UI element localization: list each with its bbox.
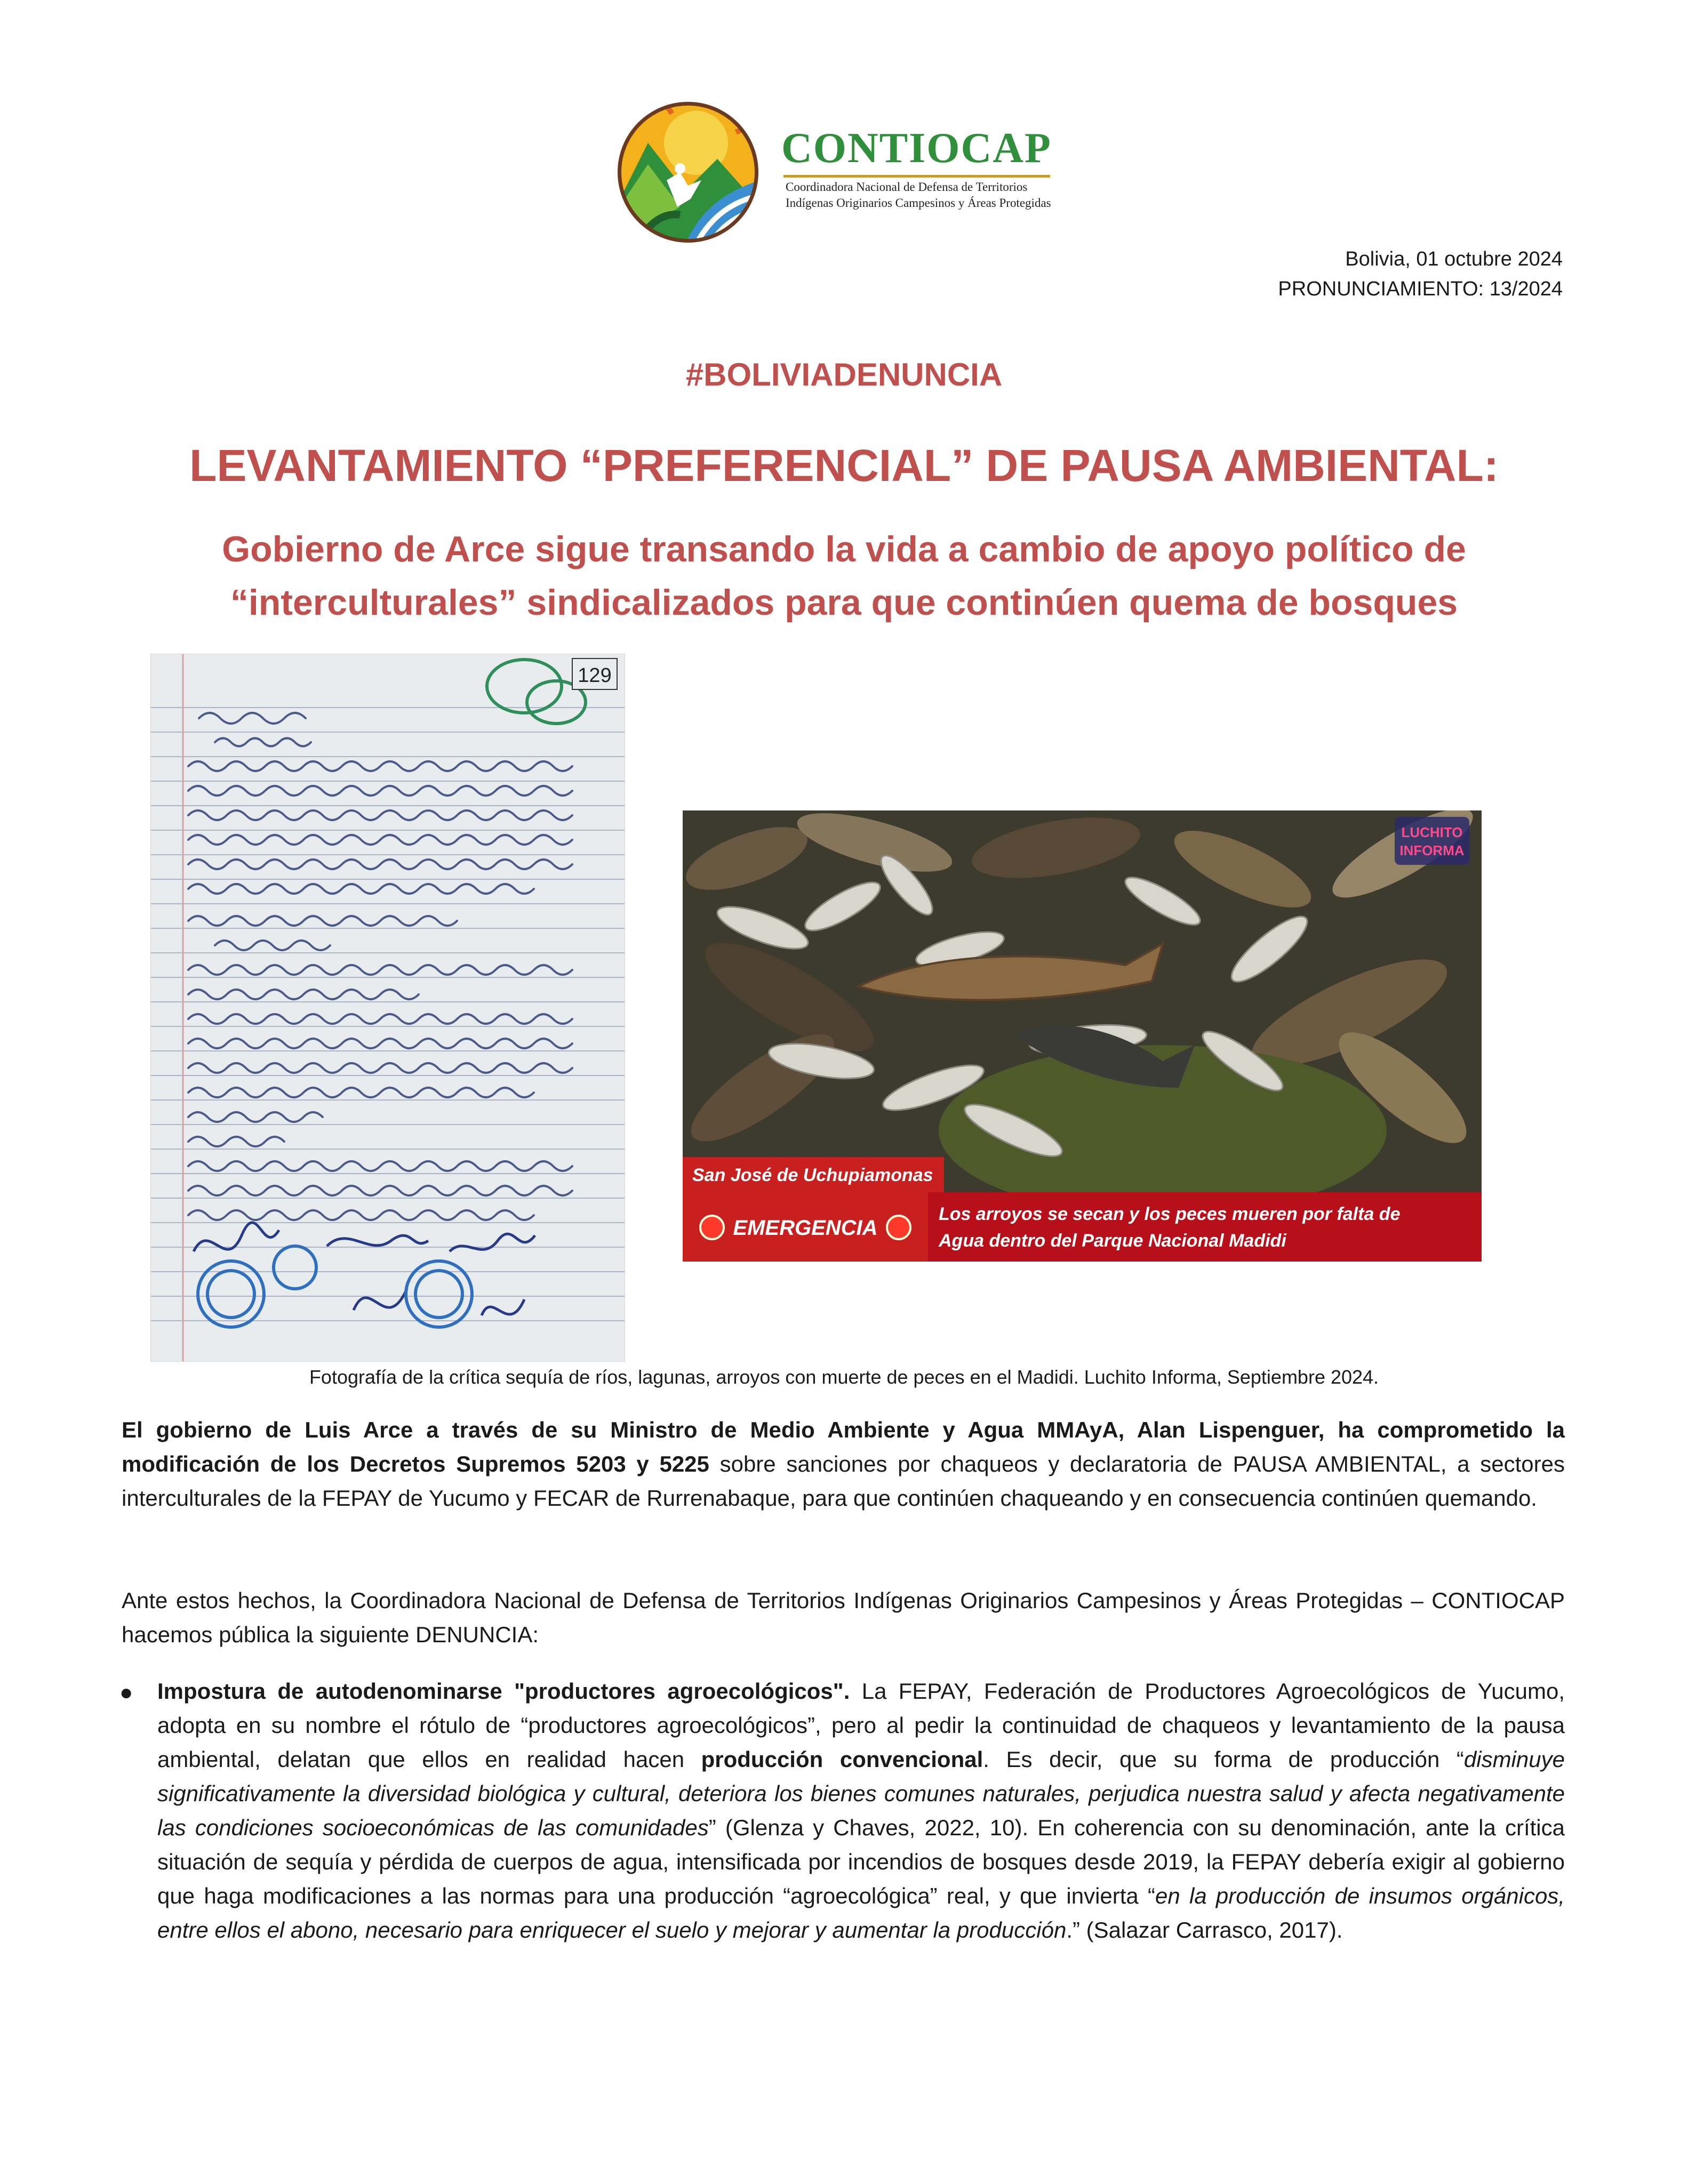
bullet-1-quote-2: en la producción de insumos orgánicos, entre ellos el abono, necesario para enriquecer el suelo y mejorar y aumentar la producción [157, 1883, 1565, 1942]
org-name: CONTIOCAP [781, 125, 1052, 172]
handwritten-minutes-document-icon [151, 654, 625, 1361]
siren-icon [887, 1216, 910, 1239]
page-title: LEVANTAMIENTO “PREFERENCIAL” DE PAUSA AMBIENTAL: [189, 440, 1499, 491]
document-meta [1278, 244, 1563, 304]
paragraph-1-bold: El gobierno de Luis Arce a través de su Ministro de Medio Ambiente y Agua MMAyA, Alan Lispenguer, ha comprometido la modificación de los Decretos Supremos 5203 y 5225 [122, 1417, 1565, 1476]
org-name-divider [783, 175, 1050, 178]
bullet-1-bold-2: producción convencional [701, 1747, 983, 1772]
subtitle-line1: Gobierno de Arce sigue transando la vida a cambio de apoyo político de [222, 529, 1466, 569]
location-label: San José de Uchupiamonas [692, 1165, 933, 1185]
paragraph-2: Ante estos hechos, la Coordinadora Nacional de Defensa de Territorios Indígenas Originarios Campesinos y Áreas Protegidas – CONTIOCAP hacemos pública la siguiente DENUNCIA: [122, 1588, 1565, 1647]
bullet-item-1 [157, 1674, 1565, 1947]
hashtag: #BOLIVIADENUNCIA [685, 357, 1003, 392]
news-photo-scene-icon [683, 810, 1482, 1262]
bullet-icon: ● [119, 1680, 133, 1705]
emergency-label: EMERGENCIA [733, 1216, 878, 1240]
org-full-name-line1: Coordinadora Nacional de Defensa de Territorios [786, 180, 1028, 194]
handwritten-minutes-photo [150, 654, 625, 1362]
photo-caption: Fotografía de la crítica sequía de ríos, lagunas, arroyos con muerte de peces en el Madidi. Luchito Informa, Septiembre 2024. [309, 1366, 1379, 1388]
document-number: PRONUNCIAMIENTO: 13/2024 [1278, 278, 1563, 300]
channel-logo-line1: LUCHITO [1401, 824, 1463, 840]
org-full-name-line2: Indígenas Originarios Campesinos y Áreas Protegidas [786, 196, 1051, 210]
stamp-number: 129 [578, 664, 612, 687]
bullet-1-text-4: .” (Salazar Carrasco, 2017). [1066, 1917, 1343, 1942]
news-headline-line2: Agua dentro del Parque Nacional Madidi [939, 1231, 1286, 1251]
dead-fish-news-photo [683, 810, 1482, 1262]
bullet-1-lead: Impostura de autodenominarse "productores agroecológicos". [157, 1679, 850, 1704]
bullet-1-text-3: ” (Glenza y Chaves, 2022, 10). En coherencia con su denominación, ante la crítica situación de sequía y pérdida de cuerpos de agua, intensificada por incendios de bosques desde 2019, la FEPAY debería exigir al gobierno que haga modificaciones a las normas para una producción “agroecológica” real, y que invierta “ [157, 1815, 1565, 1908]
bullet-1-text-1: La FEPAY, Federación de Productores Agroecológicos de Yucumo, adopta en su nombre el rótulo de “productores agroecológicos”, pero al pedir la continuidad de chaqueos y levantamiento de la pausa ambiental, delatan que ellos en realidad hacen [157, 1679, 1565, 1772]
contiocap-logo-icon [616, 100, 760, 244]
siren-icon [700, 1216, 724, 1239]
bullet-1-text-2: . Es decir, que su forma de producción “ [983, 1747, 1464, 1772]
paragraph-1 [122, 1413, 1565, 1515]
news-headline-line1: Los arroyos se secan y los peces mueren por falta de [939, 1204, 1401, 1224]
channel-logo-line2: INFORMA [1399, 842, 1465, 858]
org-logo-block [616, 100, 1064, 244]
page-subtitle [0, 523, 1688, 629]
paragraph-1-text: sobre sanciones por chaqueos y declaratoria de PAUSA AMBIENTAL, a sectores interculturales de la FEPAY de Yucumo y FECAR de Rurrenabaque, para que continúen chaqueando y en consecuencia continúen quemando. [122, 1451, 1565, 1511]
subtitle-line2: “interculturales” sindicalizados para que continúen quema de bosques [230, 582, 1458, 623]
bullet-1-quote-1: disminuye significativamente la diversidad biológica y cultural, deteriora los bienes comunes naturales, perjudica nuestra salud y afecta negativamente las condiciones socioeconómicas de las comunidades [157, 1747, 1565, 1840]
document-date: Bolivia, 01 octubre 2024 [1345, 248, 1563, 270]
